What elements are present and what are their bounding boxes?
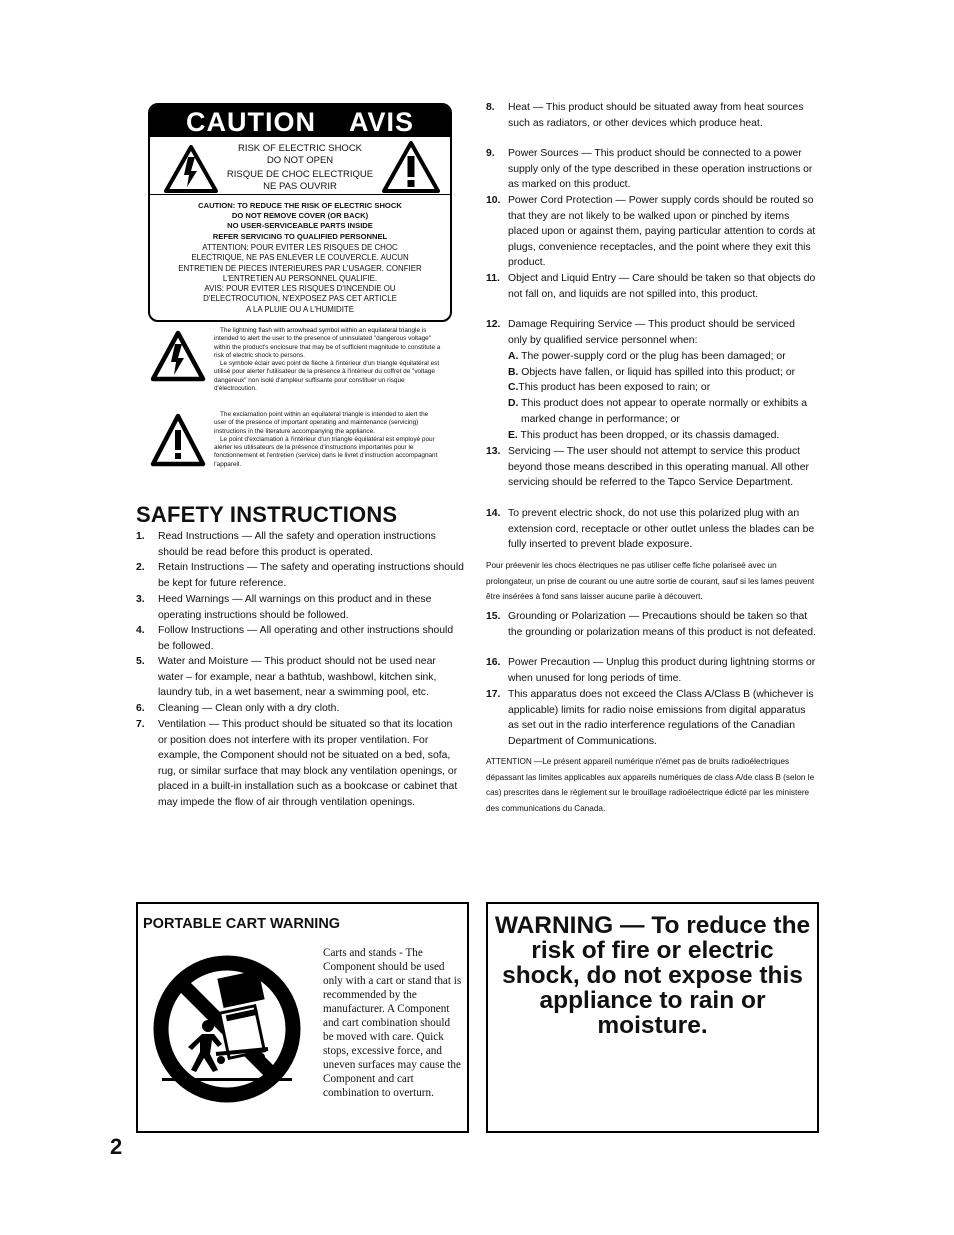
- safety-item-10: [486, 193, 816, 271]
- french-note-polarized-plug: Pour préevenir les chocs électriques ne pas utiliser ceffe fiche polariseé avec un prolongateur, un prise de courant ou une autre sortie de courant, sauf si les lames peuvent être insérées à fond sans laisser aucune pariie à découvert.: [486, 561, 815, 602]
- sub-number: A.: [508, 351, 519, 362]
- item-text: Heat — This product should be situated away from heat sources such as radiators, or other devices which produce heat.: [508, 102, 804, 129]
- safety-item-13: [486, 444, 816, 491]
- item-text: Follow Instructions — All operating and other instructions should be followed.: [158, 625, 454, 652]
- safety-item-5: [136, 654, 464, 701]
- item-number: 13.: [486, 446, 501, 457]
- sub-text: This product has been dropped, or its chassis damaged.: [520, 430, 780, 441]
- exclamation-text-fr: Le point d'exclamation à l'intérieur d'un triangle équilatéral est employé pour alerter les utilisateurs de la présence d'instructions importantes pour le fonctionnement et l'entretien (service) dans le livret d'instruction accompagnant l'appareil.: [214, 435, 438, 468]
- item-number: 1.: [136, 531, 145, 542]
- item-text: Cleaning — Clean only with a dry cloth.: [158, 703, 340, 714]
- safety-item-12: [486, 317, 816, 348]
- sub-number: C.: [508, 382, 519, 393]
- lightning-explanation: [214, 327, 442, 393]
- item-number: 8.: [486, 102, 495, 113]
- risk-text: [210, 143, 390, 192]
- safety-instructions-heading: SAFETY INSTRUCTIONS: [136, 502, 398, 527]
- caution-bold-line: DO NOT REMOVE COVER (OR BACK): [231, 211, 369, 221]
- item-number: 3.: [136, 594, 145, 605]
- safety-item-2: [136, 560, 464, 591]
- item-text: Power Cord Protection — Power supply cords should be routed so that they are not likely to be walked upon or pinched by items placed upon or against them, paying particular attention to cords at plugs, convenience receptacles, and the point where they exit this product.: [508, 195, 816, 269]
- item-text: This apparatus does not exceed the Class A/Class B (whichever is applicable) limits for radio noise emissions from digital apparatus as set out in the radio interference regulations of the Canadian Department of Communications.: [508, 689, 814, 747]
- sub-text: Objects have fallen, or liquid has spilled into this product; or: [521, 367, 796, 378]
- safety-item-14: [486, 506, 816, 553]
- fire-shock-warning-text: WARNING — To reduce the risk of fire or electric shock, do not expose this appliance to rain or moisture.: [494, 912, 811, 1039]
- item-number: 17.: [486, 689, 501, 700]
- exclamation-explanation: [214, 411, 442, 469]
- exclamation-text-en: The exclamation point within an equilateral triangle is intended to alert the user of the presence of important operating and maintenance (servicing) instructions in the literature accompanying the appliance.: [214, 411, 429, 435]
- item-number: 15.: [486, 611, 501, 622]
- caution-fr-line: ATTENTION: POUR EVITER LES RISQUES DE CHOC: [202, 243, 398, 252]
- item-text: Ventilation — This product should be situated so that its location or position does not interfere with its proper ventilation. For example, the Component should not be situated on a bed, sofa, rug, or similar surface that may block any ventilation openings, or placed in a built-in installation such as a bookcase or cabinet that may impede the flow of air through ventilation openings.: [158, 719, 458, 808]
- risk-en-1: RISK OF ELECTRIC SHOCK: [237, 143, 363, 154]
- item-text: Read Instructions — All the safety and operation instructions should be read before this product is operated.: [158, 531, 436, 558]
- exclamation-triangle-icon: [150, 413, 206, 467]
- service-condition-e: [508, 428, 818, 444]
- safety-item-7: [136, 717, 464, 811]
- cart-warning-title: PORTABLE CART WARNING: [143, 916, 341, 932]
- item-text: Heed Warnings — All warnings on this product and in these operating instructions should be followed.: [158, 594, 432, 621]
- safety-item-11: [486, 271, 816, 302]
- caution-fr-line: A LA PLUIE OU A L'HUMIDITE: [245, 304, 355, 314]
- caution-french-text: [158, 243, 442, 315]
- caution-header: CAUTION AVIS: [150, 105, 450, 137]
- safety-item-16: [486, 655, 816, 686]
- safety-item-17: [486, 687, 818, 749]
- item-text: To prevent electric shock, do not use this polarized plug with an extension cord, receptacle or other outlet unless the blades can be fully inserted to prevent blade exposure.: [508, 508, 815, 551]
- service-condition-c: [508, 380, 818, 396]
- cart-warning-text: Carts and stands - The Component should be used only with a cart or stand that is recommended by the manufacturer. A Component and cart combination should be moved with care. Quick stops, excessive force, and uneven surfaces may cause the Component and cart combination to overturn.: [323, 947, 462, 1099]
- exclamation-triangle-icon: [382, 141, 440, 193]
- caution-fr-line: AVIS: POUR EVITER LES RISQUES D'INCENDIE OU: [204, 284, 396, 294]
- risk-fr-1: RISQUE DE CHOC ELECTRIQUE: [226, 169, 374, 180]
- sub-text: This product does not appear to operate normally or exhibits a marked change in performance; or: [521, 398, 808, 425]
- lightning-text-fr: Le symbole éclair avec point de flèche à l'intérieur d'un triangle équilatéral est utilisé pour alerter l'utilisateur de la présence à l'intérieur du coffret de "voltage dangereux" non isolé d'ampleur suffisante pour constituer un risque d'électrocution.: [214, 360, 440, 393]
- caution-fr-line: ENTRETIEN DE PIECES INTERIEURES PAR L'USAGER. CONFIER: [178, 263, 422, 273]
- caution-box: [148, 103, 452, 322]
- portable-cart-warning-box: [136, 902, 469, 1133]
- risk-en-2: DO NOT OPEN: [266, 154, 334, 166]
- caution-fr-line: ELECTRIQUE, NE PAS ENLEVER LE COUVERCLE. AUCUN: [191, 253, 409, 263]
- item-number: 7.: [136, 719, 145, 730]
- safety-item-15: [486, 609, 816, 640]
- item-number: 6.: [136, 703, 145, 714]
- service-condition-d: [508, 396, 811, 427]
- safety-item-3: [136, 592, 464, 623]
- item-number: 2.: [136, 562, 145, 573]
- sub-number: B.: [508, 367, 519, 378]
- safety-item-4: [136, 623, 464, 654]
- service-condition-a: [508, 349, 818, 365]
- item-text: Power Precaution — Unplug this product during lightning storms or when unused for long periods of time.: [508, 657, 816, 684]
- item-number: 16.: [486, 657, 501, 668]
- fire-shock-warning-box: [486, 902, 819, 1133]
- sub-text: The power-supply cord or the plug has been damaged; or: [521, 351, 786, 362]
- caution-divider: [150, 194, 450, 195]
- item-number: 14.: [486, 508, 501, 519]
- item-text: Damage Requiring Service — This product should be serviced only by qualified service personnel when:: [508, 319, 795, 346]
- sub-number: E.: [508, 430, 518, 441]
- item-text: Retain Instructions — The safety and operating instructions should be kept for future reference.: [158, 562, 464, 589]
- page-number: 2: [110, 1134, 123, 1159]
- item-text: Power Sources — This product should be connected to a power supply only of the type described in these operation instructions or as marked on this product.: [508, 148, 813, 191]
- caution-fr-line: L'ENTRETIEN AU PERSONNEL QUALIFIE.: [222, 273, 378, 283]
- service-condition-b: [508, 365, 824, 381]
- lightning-text-en: The lightning flash with arrowhead symbol within an equilateral triangle is intended to alert the user to the presence of uninsulated "dangerous voltage" within the product's enclosure that may be of sufficient magnitude to constitute a risk of electric shock to persons.: [214, 327, 441, 359]
- caution-fr-line: D'ELECTROCUTION, N'EXPOSEZ PAS CET ARTICLE: [203, 294, 397, 304]
- sub-text: This product has been exposed to rain; or: [518, 382, 711, 393]
- cart-tipover-icon: [148, 954, 306, 1104]
- french-note-radio-interference: ATTENTION —Le présent appareil numérique n'émet pas de bruits radioélectriques dépassant las limites applicables aux appareils numériques de class A/de class B (selon le cas) prescrites dans le règlement sur le brouillage radioélectrique édicté par les ministere des communications du Canada.: [486, 757, 815, 813]
- item-text: Servicing — The user should not attempt to service this product beyond those means described in this operating manual. All other servicing should be referred to the Tapco Service Department.: [508, 446, 809, 489]
- item-text: Grounding or Polarization — Precautions should be taken so that the grounding or polarization means of this product is not defeated.: [508, 611, 816, 638]
- safety-item-9: [486, 146, 816, 193]
- caution-bold-line: CAUTION: TO REDUCE THE RISK OF ELECTRIC SHOCK: [198, 201, 402, 210]
- caution-bold-line: NO USER-SERVICEABLE PARTS INSIDE: [227, 221, 373, 231]
- safety-item-8: [486, 100, 816, 131]
- caution-bold-line: REFER SERVICING TO QUALIFIED PERSONNEL: [212, 231, 388, 241]
- lightning-triangle-icon: [150, 330, 206, 382]
- item-number: 12.: [486, 319, 501, 330]
- item-number: 11.: [486, 273, 500, 284]
- sub-number: D.: [508, 398, 519, 409]
- caution-bold-text: [158, 201, 442, 242]
- item-text: Water and Moisture — This product should not be used near water – for example, near a bathtub, washbowl, kitchen sink, laundry tub, in a wet basement, near a swimming pool, etc.: [158, 656, 437, 699]
- item-number: 10.: [486, 195, 501, 206]
- item-number: 5.: [136, 656, 145, 667]
- safety-item-6: [136, 701, 464, 717]
- risk-fr-2: NE PAS OUVRIR: [263, 180, 337, 192]
- safety-item-1: [136, 529, 464, 560]
- item-text: Object and Liquid Entry — Care should be taken so that objects do not fall on, and liquids are not spilled into, this product.: [508, 273, 816, 300]
- item-number: 4.: [136, 625, 145, 636]
- item-number: 9.: [486, 148, 495, 159]
